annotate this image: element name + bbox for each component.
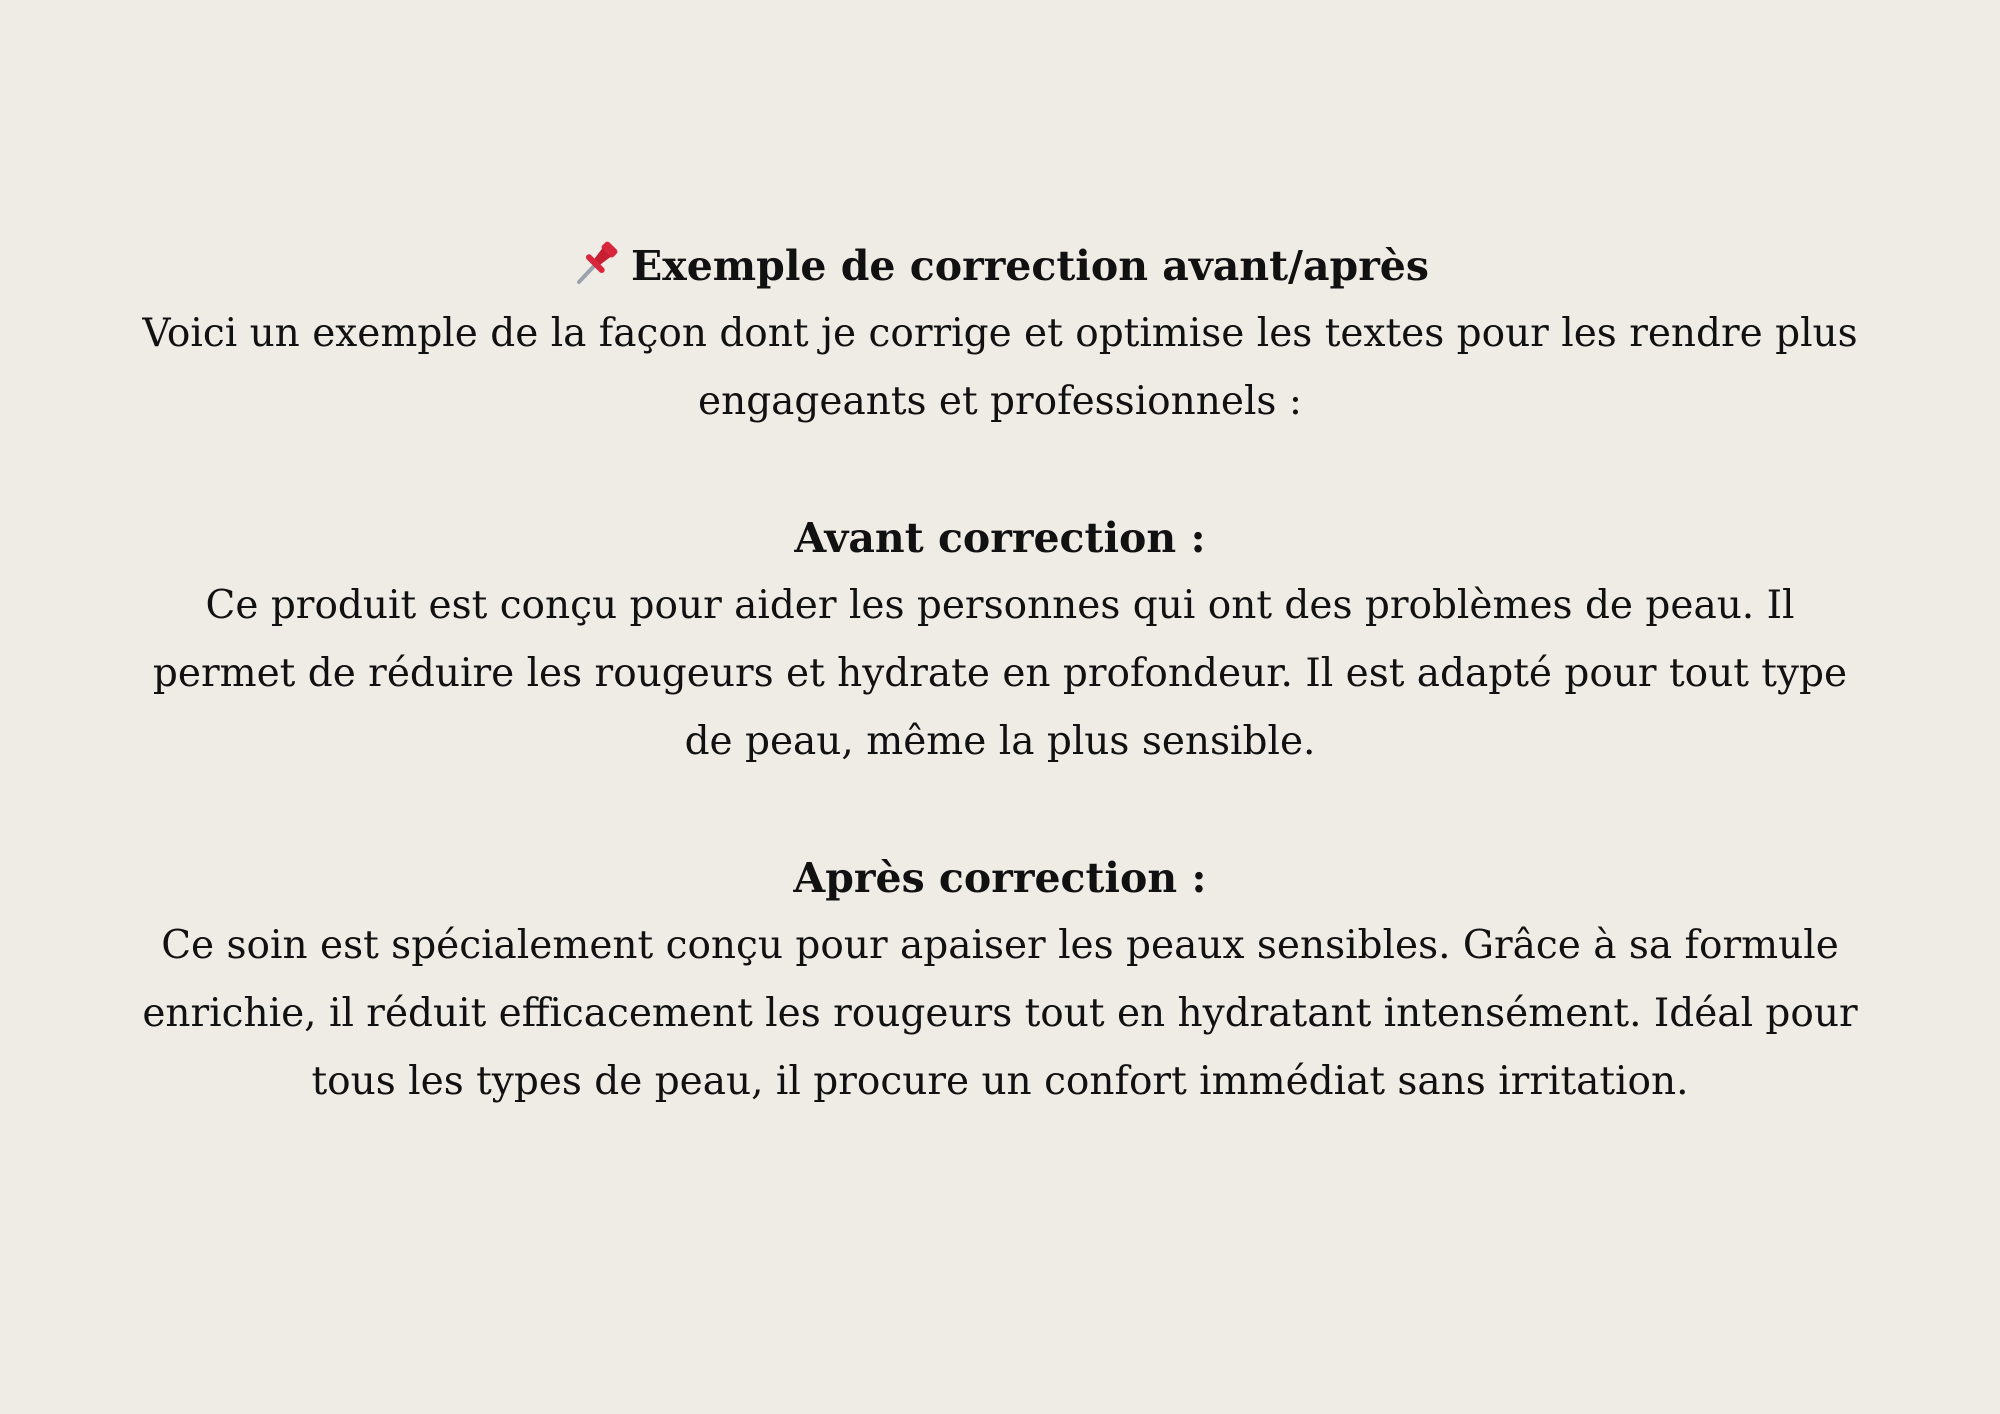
- title-text: Exemple de correction avant/après: [631, 242, 1429, 290]
- before-heading: Avant correction :: [794, 514, 1206, 562]
- after-heading: Après correction :: [793, 854, 1207, 902]
- document-content: [130, 232, 1870, 1116]
- document-title: [130, 232, 1870, 300]
- pushpin-icon: [571, 238, 621, 288]
- before-paragraph: Ce produit est conçu pour aider les personnes qui ont des problèmes de peau. Il permet de réduire les rougeurs et hydrate en profondeur. Il est adapté pour tout type de peau, même la plus sensible.: [152, 583, 1848, 764]
- spacer: [130, 776, 1870, 844]
- spacer: [130, 436, 1870, 504]
- intro-paragraph: Voici un exemple de la façon dont je corrige et optimise les textes pour les rendre plus engageants et professionnels :: [142, 311, 1858, 424]
- after-paragraph: Ce soin est spécialement conçu pour apaiser les peaux sensibles. Grâce à sa formule enrichie, il réduit efficacement les rougeurs tout en hydratant intensément. Idéal pour tous les types de peau, il procure un confort immédiat sans irritation.: [142, 923, 1858, 1104]
